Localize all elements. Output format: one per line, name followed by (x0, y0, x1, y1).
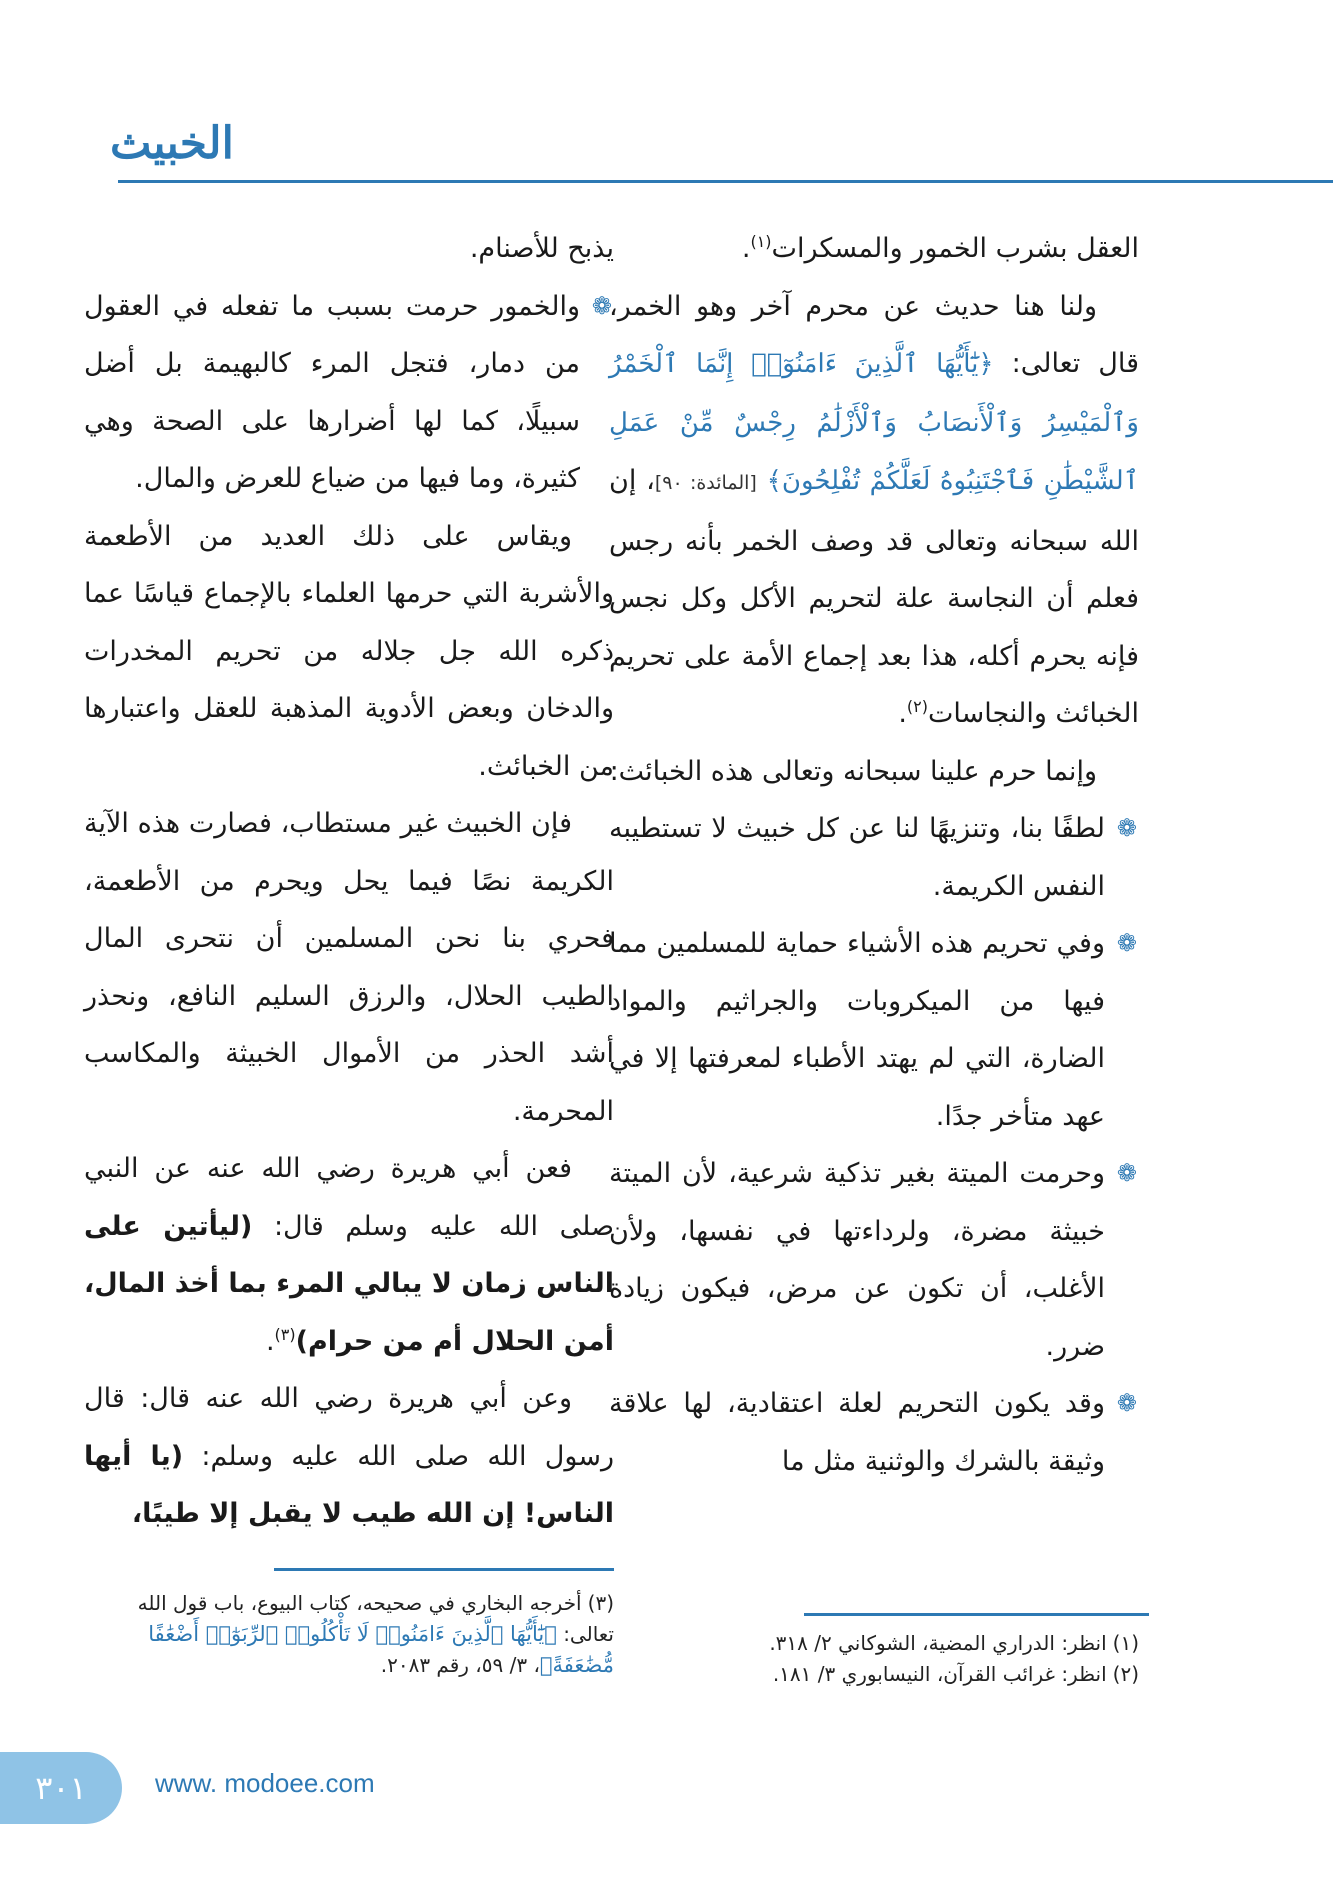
list-item (609, 800, 1139, 915)
punctuation: . (898, 698, 907, 729)
paragraph: ويقاس على ذلك العديد من الأطعمة والأشربة التي حرمها العلماء بالإجماع قياسًا عما ذكره الله جل جلاله من تحريم المخدرات والدخان وبعض الأدوية المذهبة للعقل واعتبارها من الخبائث. (84, 520, 614, 782)
punctuation: . (265, 1325, 275, 1357)
paragraph-text: فعن أبي هريرة رضي الله عنه عن النبي صلى الله عليه وسلم قال: (84, 1153, 614, 1242)
footnote-text: ، ٣/ ٥٩، رقم ٢٠٨٣. (380, 1653, 540, 1677)
punctuation: . (741, 233, 751, 264)
list-item-text: وحرمت الميتة بغير تذكية شرعية، لأن الميتة خبيثة مضرة، ولرداءتها في نفسها، ولأن الأغلب، أن تكون عن مرض، فيكون زيادة ضرر. (609, 1158, 1105, 1362)
paragraph-text: وعن أبي هريرة رضي الله عنه قال: قال رسول الله صلى الله عليه وسلم: (84, 1383, 614, 1472)
page-number: ٣٠١ (35, 1769, 87, 1807)
paragraph: وإنما حرم علينا سبحانه وتعالى هذه الخبائث: (609, 755, 1097, 787)
footnote-number: (٣) (587, 1591, 614, 1615)
footnotes-right (609, 1628, 1139, 1690)
flower-bullet-icon: ❁ (1116, 814, 1137, 842)
paragraph-text: ولنا هنا حديث عن محرم آخر وهو الخمر، قال تعالى: (609, 290, 1139, 379)
hadith-text: (ليأتين على الناس زمان لا يبالي المرء بما أخذ المال، أمن الحلال أم من حرام) (83, 1210, 614, 1357)
footnote (609, 1628, 1139, 1659)
footnote-number: (٢) (1112, 1662, 1139, 1686)
footnote-text: انظر: غرائب القرآن، النيسابوري ٣/ ١٨١. (772, 1662, 1107, 1686)
list-item-text: وقد يكون التحريم لعلة اعتقادية، لها علاقة وثيقة بالشرك والوثنية مثل ما (609, 1388, 1105, 1477)
footnote-text: انظر: الدراري المضية، الشوكاني ٢/ ٣١٨. (769, 1631, 1107, 1655)
footnote-divider (804, 1613, 1149, 1616)
paragraph (609, 278, 1139, 743)
paragraph (609, 220, 1139, 278)
hadith-text: (يا أيها الناس! إن الله طيب لا يقبل إلا طيبًا، (84, 1440, 614, 1529)
footnote-text: أخرجه البخاري في صحيحه، كتاب البيوع، باب قول الله تعالى: (137, 1591, 614, 1646)
quran-verse: ﴿يَٰٓأَيُّهَا ٱلَّذِينَ ءَامَنُوا۟ لَا تَأْكُلُوا۟ ٱلرِّبَوٰٓا۟ أَضْعَٰفًا مُّضَٰعَفَةً﴾ (148, 1622, 614, 1677)
page-number-tab (0, 1752, 122, 1824)
paragraph (84, 1370, 614, 1543)
flower-bullet-icon: ❁ (1116, 1389, 1137, 1417)
list-item-text: وفي تحريم هذه الأشياء حماية للمسلمين مما فيها من الميكروبات والجراثيم والمواد الضارة، التي لم يهتد الأطباء لمعرفتها إلا في عهد متأخر جدًا. (609, 928, 1105, 1132)
paragraph-text: العقل بشرب الخمور والمسكرات (771, 233, 1139, 264)
flower-bullet-icon: ❁ (1116, 1159, 1137, 1187)
quran-verse: ﴿يَٰٓأَيُّهَا ٱلَّذِينَ ءَامَنُوٓا۟ إِنَّمَا ٱلْخَمْرُ وَٱلْمَيْسِرُ وَٱلْأَنصَابُ وَٱلْأَزْلَٰمُ رِجْسٌ مِّنْ عَمَلِ ٱلشَّيْطَٰنِ فَٱجْتَنِبُوهُ لَعَلَّكُمْ تُفْلِحُونَ﴾ (609, 349, 1139, 496)
page-title: الخبيث (110, 118, 234, 169)
flower-bullet-icon: ❁ (591, 291, 612, 320)
list-item (609, 1145, 1139, 1375)
footnote-divider (274, 1568, 614, 1571)
footnote-number: (١) (1112, 1631, 1139, 1655)
paragraph-text: ، إن الله سبحانه وتعالى قد وصف الخمر بأنه رجس فعلم أن النجاسة علة لتحريم الأكل وكل نجس فإنه يحرم أكله، هذا بعد إجماع الأمة على تحريم الخبائث والنجاسات (609, 465, 1139, 729)
right-column (609, 220, 1139, 1490)
footnote-ref: (١) (750, 232, 772, 251)
paragraph: فإن الخبيث غير مستطاب، فصارت هذه الآية الكريمة نصًا فيما يحل ويحرم من الأطعمة، فحري بنا نحن المسلمين أن نتحرى المال الطيب الحلال، والرزق السليم النافع، ونحذر أشد الحذر من الأموال الخبيثة والمكاسب المحرمة. (84, 808, 614, 1127)
footnotes-left (84, 1588, 614, 1681)
left-column (84, 220, 614, 1543)
list-item-text: لطفًا بنا، وتنزيهًا لنا عن كل خبيث لا تستطيبه النفس الكريمة. (609, 813, 1105, 902)
footnote (84, 1588, 614, 1681)
list-item-text: والخمور حرمت بسبب ما تفعله في العقول من دمار، فتجل المرء كالبهيمة بل أضل سبيلًا، كما لها أضرارها على الصحة وهي كثيرة، وما فيها من ضياع للعرض والمال. (84, 290, 580, 494)
footnote-ref: (٢) (906, 697, 929, 716)
list-item (609, 1375, 1139, 1490)
surah-reference: [المائدة: ٩٠] (654, 472, 757, 494)
header-rule (118, 180, 1333, 183)
footnote-ref: (٣) (274, 1324, 296, 1344)
paragraph: يذبح للأصنام. (469, 233, 614, 264)
website-link[interactable]: www. modoee.com (155, 1768, 375, 1798)
flower-bullet-icon: ❁ (1116, 929, 1137, 957)
list-item (84, 278, 614, 508)
footnote (609, 1659, 1139, 1690)
list-item (609, 915, 1139, 1145)
paragraph (84, 1140, 614, 1370)
